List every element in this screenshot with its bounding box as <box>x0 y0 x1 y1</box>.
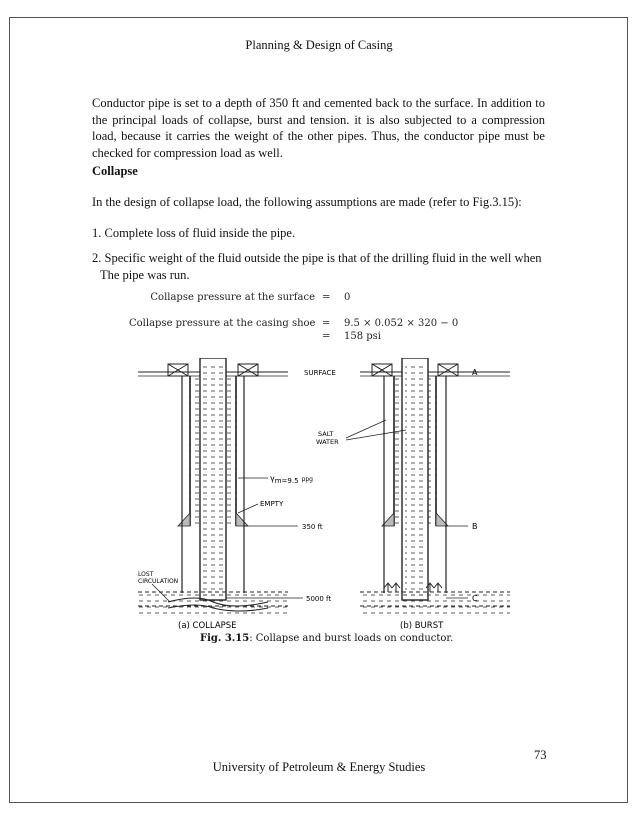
equation-surface-label: Collapse pressure at the surface <box>150 292 315 303</box>
page-number: 73 <box>534 748 547 762</box>
label-a: A <box>472 368 478 377</box>
equation-surface-value: 0 <box>344 292 351 303</box>
section-heading-collapse: Collapse <box>92 164 138 178</box>
assumption-1: 1. Complete loss of fluid inside the pipe. <box>92 226 296 240</box>
figure-caption-text: : Collapse and burst loads on conductor. <box>249 633 454 644</box>
page-footer: University of Petroleum & Energy Studies <box>212 760 426 774</box>
label-5000-ft: 5000 ft <box>306 595 332 603</box>
assumption-2-line-1: 2. Specific weight of the fluid outside the pipe is that of the drilling fluid in the well when <box>92 251 542 265</box>
page-header: Planning & Design of Casing <box>245 38 393 52</box>
equation-shoe-result: 158 psi <box>344 331 381 342</box>
label-salt: SALT <box>318 430 334 438</box>
label-empty: EMPTY <box>260 500 284 508</box>
paragraph-assumptions-intro: In the design of collapse load, the following assumptions are made (refer to Fig.3.15): <box>92 195 522 209</box>
panel-a-label: (a) COLLAPSE <box>178 621 237 630</box>
figure-caption-label: Fig. 3.15 <box>200 633 250 644</box>
label-circulation: CIRCULATION <box>138 578 179 585</box>
label-mud-weight: γm=9.5 $^{ppg}$ <box>270 474 313 485</box>
figure-caption <box>200 633 453 644</box>
equation-shoe-value: 9.5 × 0.052 × 320 − 0 <box>344 318 459 329</box>
label-c: C <box>472 594 478 603</box>
equation-surface-equals: = <box>322 292 331 303</box>
label-lost: LOST <box>138 571 154 578</box>
paragraph-conductor-pipe: Conductor pipe is set to a depth of 350 ft and cemented back to the surface. In addition to the principal loads of collapse, burst and tension. it is also subjected to a compression load, because it carries the weight of the other pipes. Thus, the conductor pipe must be checked for compression load as well. <box>92 96 545 160</box>
label-b: B <box>472 522 478 531</box>
equation-shoe-label: Collapse pressure at the casing shoe <box>129 318 316 329</box>
label-water: WATER <box>316 438 339 446</box>
assumption-2 <box>92 250 545 283</box>
panel-burst-drawing <box>346 358 510 618</box>
label-surface: SURFACE <box>304 369 336 377</box>
figure-collapse-burst-loads <box>138 358 510 630</box>
equation-result-equals: = <box>322 331 331 342</box>
assumption-2-line-2: The pipe was run. <box>100 267 190 282</box>
equation-shoe-equals: = <box>322 318 331 329</box>
panel-b-label: (b) BURST <box>400 621 444 630</box>
label-350-ft: 350 ft <box>302 523 323 531</box>
